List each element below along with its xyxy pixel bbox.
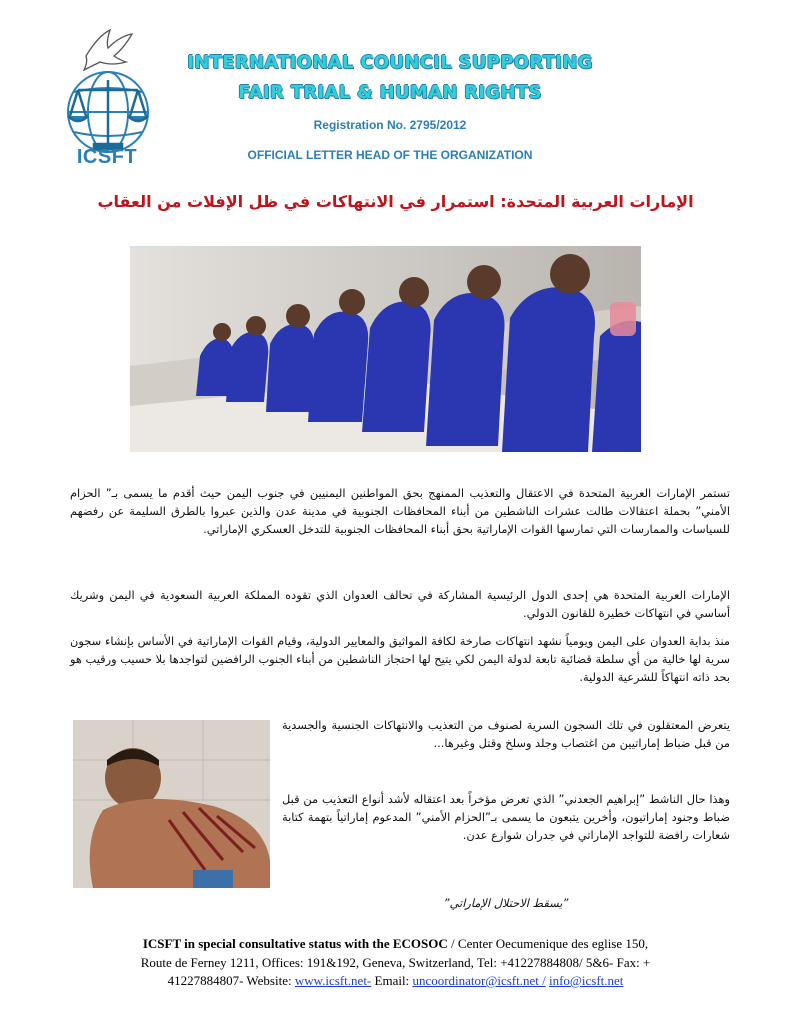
organization-name-line1: INTERNATIONAL COUNCIL SUPPORTING [187, 52, 593, 73]
article-paragraph: الإمارات العربية المتحدة هي إحدى الدول الرئيسية المشاركة في تحالف العدوان الذي تقوده المملكة العربية السعودية في اليمن وشريك أساسي في انتهاكات خطيرة للقانون الدولي. [70, 588, 730, 620]
article-paragraph: تستمر الإمارات العربية المتحدة في الاعتقال والتعذيب الممنهج بحق المواطنين اليمنيين في جنوب اليمن حيث أقدم ما يسمى بـ” الحزام الأمني” بحملة اعتقالات طالت عشرات الناشطين من أبناء المحافظات الجنوبية في مدينة عدن والذين عبروا بالطرق السليمة عن رفضهم للسياسات والممارسات التي تمارسها القوات الإماراتية بحق أبناء المحافظات الجنوبية للتدخل العسكري الإماراتي. [70, 486, 730, 536]
injured-activist-photo [73, 720, 270, 888]
logo-text: ICSFT [76, 146, 138, 168]
footer [50, 935, 741, 991]
email-label: Email: [371, 973, 413, 988]
article-paragraph: يتعرض المعتقلون في تلك السجون السرية لصنوف من التعذيب والانتهاكات الجنسية والجسدية من قبل ضباط إماراتيين من اغتصاب وجلد وسلخ وقتل وغيرها... [282, 718, 730, 750]
consultative-status: ICSFT in special consultative status with the ECOSOC [142, 936, 448, 951]
email-link-info[interactable]: info@icsft.net [548, 973, 624, 988]
article-paragraph: منذ بداية العدوان على اليمن ويومياً نشهد انتهاكات صارخة لكافة المواثيق والمعايير الدولية، وقيام القوات الإماراتية في الأساس بإنشاء سجون سرية لها خالية من أي سلطة قضائية تابعة لدولة اليمن لكي يتيح لها احتجاز الناشطين من أبناء الجنوب الرافضين لتواجدها بلا حسيب ورقيب هو بحد ذاته انتهاكاً للشرعية الدولية. [70, 634, 730, 684]
slogan-quote: ”يسقط الاحتلال الإماراتي” [443, 896, 569, 910]
organization-name-line2: FAIR TRIAL & HUMAN RIGHTS [238, 82, 542, 103]
registration-number: Registration No. 2795/2012 [313, 118, 467, 132]
scales-of-justice-icon [68, 80, 148, 149]
email-link-coordinator[interactable]: uncoordinator@icsft.net / [412, 973, 546, 988]
footer-address: / Center Oecumenique des eglise 150, [447, 936, 649, 951]
article-paragraph: وهذا حال الناشط ”إبراهيم الجعدني” الذي تعرض مؤخراً بعد اعتقاله لأشد أنواع التعذيب من قبل ضباط وجنود إماراتيون، وأخرين يتبعون ما يسمى بـ”الحزام الأمني” المدعوم إماراتياً بتهمة كتابة شعارات رافضة للتواجد الإماراتي في جدران شوارع عدن. [282, 792, 730, 842]
article-headline: الإمارات العربية المتحدة: استمرار في الانتهاكات في ظل الإفلات من العقاب [97, 192, 694, 211]
footer-address: Route de Ferney 1211, Offices: 191&192, Geneva, Switzerland, Tel: +41227884808/ 5&6- Fax: + [140, 954, 651, 970]
footer-address: 41227884807- Website: [167, 973, 295, 988]
dove-icon [84, 30, 132, 70]
letterhead-caption: OFFICIAL LETTER HEAD OF THE ORGANIZATION [247, 148, 533, 162]
website-link[interactable]: www.icsft.net- [294, 973, 372, 988]
detainees-photo [130, 246, 641, 452]
